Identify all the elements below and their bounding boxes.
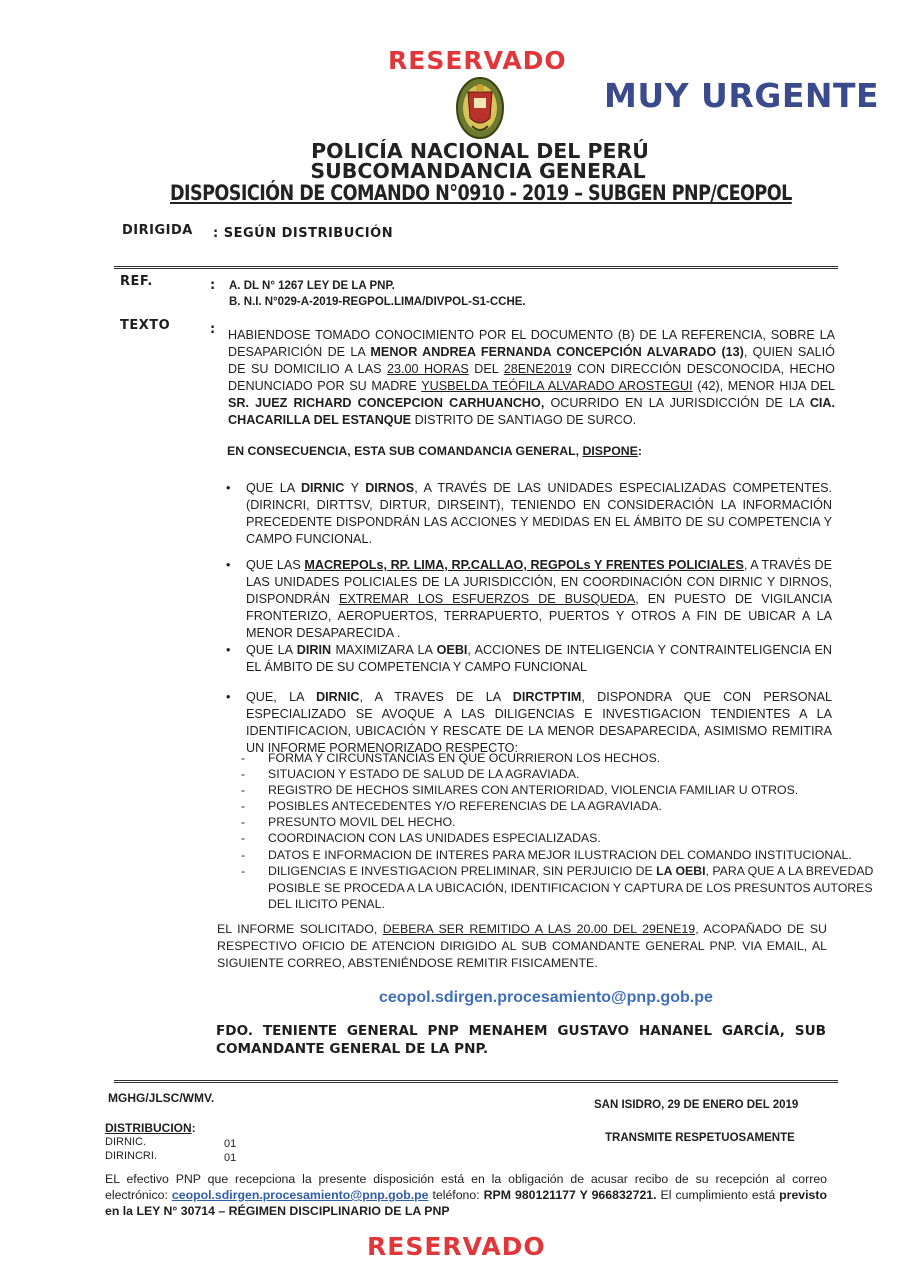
text-run: OEBI: [436, 643, 468, 657]
distribucion-heading: [105, 1121, 196, 1135]
bullet-marker: •: [226, 481, 231, 495]
ref-list: [229, 278, 526, 310]
text-run: SR. JUEZ RICHARD CONCEPCION CARHUANCHO,: [228, 396, 545, 410]
dash-marker: -: [241, 831, 246, 845]
ref-a: A. DL N° 1267 LEY DE LA PNP.: [229, 280, 395, 292]
reservado-stamp-bottom: RESERVADO: [367, 1232, 546, 1261]
text-run: DIRNOS: [365, 481, 415, 495]
text-run: MENOR ANDREA FERNANDA CONCEPCIÓN ALVARADO (13): [370, 345, 744, 359]
text-run: :: [637, 444, 642, 458]
bullet-1: [226, 480, 832, 548]
text-run: , ACCIONES DE INTELIGENCIA Y CONTRAINTELIGENCIA EN EL ÁMBITO DE SU COMPETENCIA Y CAMPO FUNCIONAL: [246, 643, 832, 674]
text-run: EL INFORME SOLICITADO,: [217, 922, 383, 936]
text-run: QUE LA: [246, 643, 297, 657]
divider-top: [114, 266, 838, 269]
text-run: (42), MENOR HIJA DEL: [692, 379, 835, 393]
muy-urgente-stamp: MUY URGENTE: [604, 76, 880, 115]
text-run: YUSBELDA TEÓFILA ALVARADO AROSTEGUI: [421, 379, 693, 393]
dash-marker: -: [241, 767, 246, 781]
dist-name: DIRNIC.: [105, 1136, 146, 1148]
text-run: CON DIRECCIÓN DESCONOCIDA, HECHO DENUNCIADO POR SU MADRE: [228, 362, 835, 393]
text-run: DIRCTPTIM: [512, 690, 582, 704]
distribucion-label: DISTRIBUCION: [105, 1121, 192, 1135]
texto-colon: :: [210, 322, 216, 337]
text-run: QUE LA: [246, 481, 301, 495]
text-run: HABIENDOSE TOMADO CONOCIMIENTO POR EL DOCUMENTO (B) DE LA REFERENCIA, SOBRE LA DESAPARICIÓN DE LA: [228, 328, 835, 359]
transmite-line: TRANSMITE RESPETUOSAMENTE: [605, 1132, 795, 1144]
text-run: Y: [344, 481, 366, 495]
bullet-4: [226, 689, 832, 757]
subitem-text: PRESUNTO MOVIL DEL HECHO.: [268, 815, 456, 829]
ref-label: REF.: [120, 274, 153, 289]
dispone-line: [227, 443, 642, 460]
texto-paragraph: [228, 327, 835, 429]
text-run: DISTRITO DE SANTIAGO DE SURCO.: [411, 413, 637, 427]
dash-marker: -: [241, 799, 246, 813]
organization-title: [0, 141, 904, 181]
subitem-text: DATOS E INFORMACION DE INTERES PARA MEJOR ILUSTRACION DEL COMANDO INSTITUCIONAL.: [268, 848, 852, 862]
text-run: , A TRAVÉS DE LAS UNIDADES POLICIALES DE LA JURISDICCIÓN, EN COORDINACIÓN CON DIRNIC Y DIRNOS, DISPONDRÁN: [246, 558, 832, 606]
place-date: SAN ISIDRO, 29 DE ENERO DEL 2019: [594, 1099, 799, 1111]
signature-line: FDO. TENIENTE GENERAL PNP MENAHEM GUSTAVO HANANEL GARCÍA, SUB COMANDANTE GENERAL DE LA PNP.: [216, 1023, 826, 1057]
footer-email-link[interactable]: ceopol.sdirgen.procesamiento@pnp.gob.pe: [171, 1188, 429, 1202]
reservado-stamp-top: RESERVADO: [388, 46, 567, 75]
org-line-1: POLICÍA NACIONAL DEL PERÚ: [311, 139, 649, 163]
text-run: EL efectivo PNP que recepciona la presente disposición está en la obligación de acusar recibo de su recepción al correo electrónico:: [105, 1172, 827, 1202]
dash-marker: -: [241, 815, 246, 829]
disposition-title: DISPOSICIÓN DE COMANDO N°0910 - 2019 – SUBGEN PNP/CEOPOL: [170, 181, 792, 205]
dist-name: DIRINCRI.: [105, 1150, 157, 1162]
text-run: , A TRAVÉS DE LAS UNIDADES ESPECIALIZADAS COMPETENTES. (DIRINCRI, DIRTTSV, DIRTUR, DIRSEINT), TENIENDO EN CONSIDERACIÓN LA INFORMACIÓN PRECEDENTE DISPONDRÁN LAS ACCIONES Y MEDIDAS EN EL ÁMBITO DE SU COMPETENCIA Y CAMPO FUNCIONAL.: [246, 481, 832, 546]
text-run: DEL: [468, 362, 504, 376]
text-run: DIRNIC: [316, 690, 360, 704]
text-run: EXTREMAR LOS ESFUERZOS DE BUSQUEDA: [338, 592, 636, 606]
contact-email-link[interactable]: ceopol.sdirgen.procesamiento@pnp.gob.pe: [379, 989, 713, 1006]
org-line-2: SUBCOMANDANCIA GENERAL: [310, 159, 646, 183]
bullet-2: [226, 557, 832, 642]
text-run: :: [191, 1121, 196, 1135]
text-run: , DISPONDRA QUE CON PERSONAL ESPECIALIZADO SE AVOQUE A LAS DILIGENCIAS E INVESTIGACION TENDIENTES A LA IDENTIFICACION, UBICACIÓN Y RESCATE DE LA MENOR DESAPARECIDA, ASIMISMO REMITIRA UN INFORME PORMENORIZADO RESPECTO:: [246, 690, 832, 755]
text-run: , A TRAVES DE LA: [359, 690, 513, 704]
bullet-marker: •: [226, 690, 231, 704]
text-run: , PARA QUE A LA BREVEDAD: [705, 864, 874, 878]
subitem-text: DEL ILICITO PENAL.: [268, 897, 385, 911]
text-run: EN CONSECUENCIA, ESTA SUB COMANDANCIA GENERAL,: [227, 444, 583, 458]
subitem-text: SITUACION Y ESTADO DE SALUD DE LA AGRAVIADA.: [268, 767, 580, 781]
subitem-text: POSIBLES ANTECEDENTES Y/O REFERENCIAS DE LA AGRAVIADA.: [268, 799, 662, 813]
bullet-marker: •: [226, 558, 231, 572]
dash-marker: -: [241, 848, 246, 862]
text-run: DEBERA SER REMITIDO A LAS 20.00 DEL 29ENE19: [382, 922, 696, 936]
dirigida-label: DIRIGIDA: [122, 223, 193, 238]
initials: MGHG/JLSC/WMV.: [108, 1091, 215, 1105]
dash-marker: -: [241, 864, 246, 878]
text-run: QUE LAS: [246, 558, 305, 572]
subitem-text: COORDINACION CON LAS UNIDADES ESPECIALIZADAS.: [268, 831, 601, 845]
subitem-text: REGISTRO DE HECHOS SIMILARES CON ANTERIORIDAD, VIOLENCIA FAMILIAR U OTROS.: [268, 783, 799, 797]
texto-label: TEXTO: [120, 318, 171, 333]
text-run: , ACOPAÑADO DE SU RESPECTIVO OFICIO DE ATENCION DIRIGIDO AL SUB COMANDANTE GENERAL PNP. VIA EMAIL, AL SIGUIENTE CORREO, ABSTENIÉNDOSE REMITIR FISICAMENTE.: [217, 922, 827, 970]
distribucion-row: [105, 1136, 146, 1149]
text-run: MAXIMIZARA LA: [331, 643, 437, 657]
text-run: MACREPOLs, RP. LIMA, RP.CALLAO, REGPOLs Y FRENTES POLICIALES: [304, 558, 744, 572]
text-run: , EN PUESTO DE VIGILANCIA FRONTERIZO, AEROPUERTOS, TERRAPUERTO, PUERTOS Y OTROS A FIN DE UBICAR A LA MENOR DESAPARECIDA .: [246, 592, 832, 640]
dash-marker: -: [241, 751, 246, 765]
police-seal-icon: [454, 76, 506, 140]
text-run: DIRIN: [296, 643, 332, 657]
text-run: previsto en la LEY N° 30714 – RÉGIMEN DISCIPLINARIO DE LA PNP: [105, 1188, 827, 1218]
text-run: LA OEBI: [656, 864, 706, 878]
text-run: 23.00 HORAS: [386, 362, 469, 376]
distribucion-row: [105, 1150, 157, 1163]
text-run: QUE, LA: [246, 690, 317, 704]
text-run: , QUIEN SALIÓ DE SU DOMICILIO A LAS: [228, 345, 835, 376]
text-run: CIA. CHACARILLA DEL ESTANQUE: [228, 396, 835, 427]
distribucion-count: 01: [224, 1138, 237, 1150]
bullet-3: [226, 642, 832, 676]
dirigida-value: : SEGÚN DISTRIBUCIÓN: [213, 226, 394, 241]
distribucion-count: 01: [224, 1152, 237, 1164]
subitem-text: [268, 863, 873, 879]
dash-marker: -: [241, 783, 246, 797]
text-run: DIRNIC: [300, 481, 345, 495]
ref-b: B. N.I. N°029-A-2019-REGPOL.LIMA/DIVPOL-S1-CCHE.: [229, 296, 526, 308]
acuse-note: [105, 1171, 827, 1219]
text-run: El cumplimiento está: [656, 1188, 780, 1202]
phone-numbers: RPM 980121177 Y 966832721.: [483, 1188, 657, 1202]
text-run: 28ENE2019: [503, 362, 572, 376]
bullet-marker: •: [226, 643, 231, 657]
divider-bottom: [114, 1080, 838, 1083]
text-run: OCURRIDO EN LA JURISDICCIÓN DE LA: [544, 396, 810, 410]
subitem-text: FORMA Y CIRCUNSTANCIAS EN QUE OCURRIERON LOS HECHOS.: [268, 751, 661, 765]
subitem-text: POSIBLE SE PROCEDA A LA UBICACIÓN, IDENTIFICACION Y CAPTURA DE LOS PRESUNTOS AUTORES: [268, 881, 873, 895]
ref-colon: :: [210, 278, 216, 293]
text-run: DILIGENCIAS E INVESTIGACION PRELIMINAR, SIN PERJUICIO DE: [268, 864, 657, 878]
informe-paragraph: [217, 921, 827, 972]
text-run: DISPONE: [582, 444, 638, 458]
text-run: teléfono:: [428, 1188, 484, 1202]
